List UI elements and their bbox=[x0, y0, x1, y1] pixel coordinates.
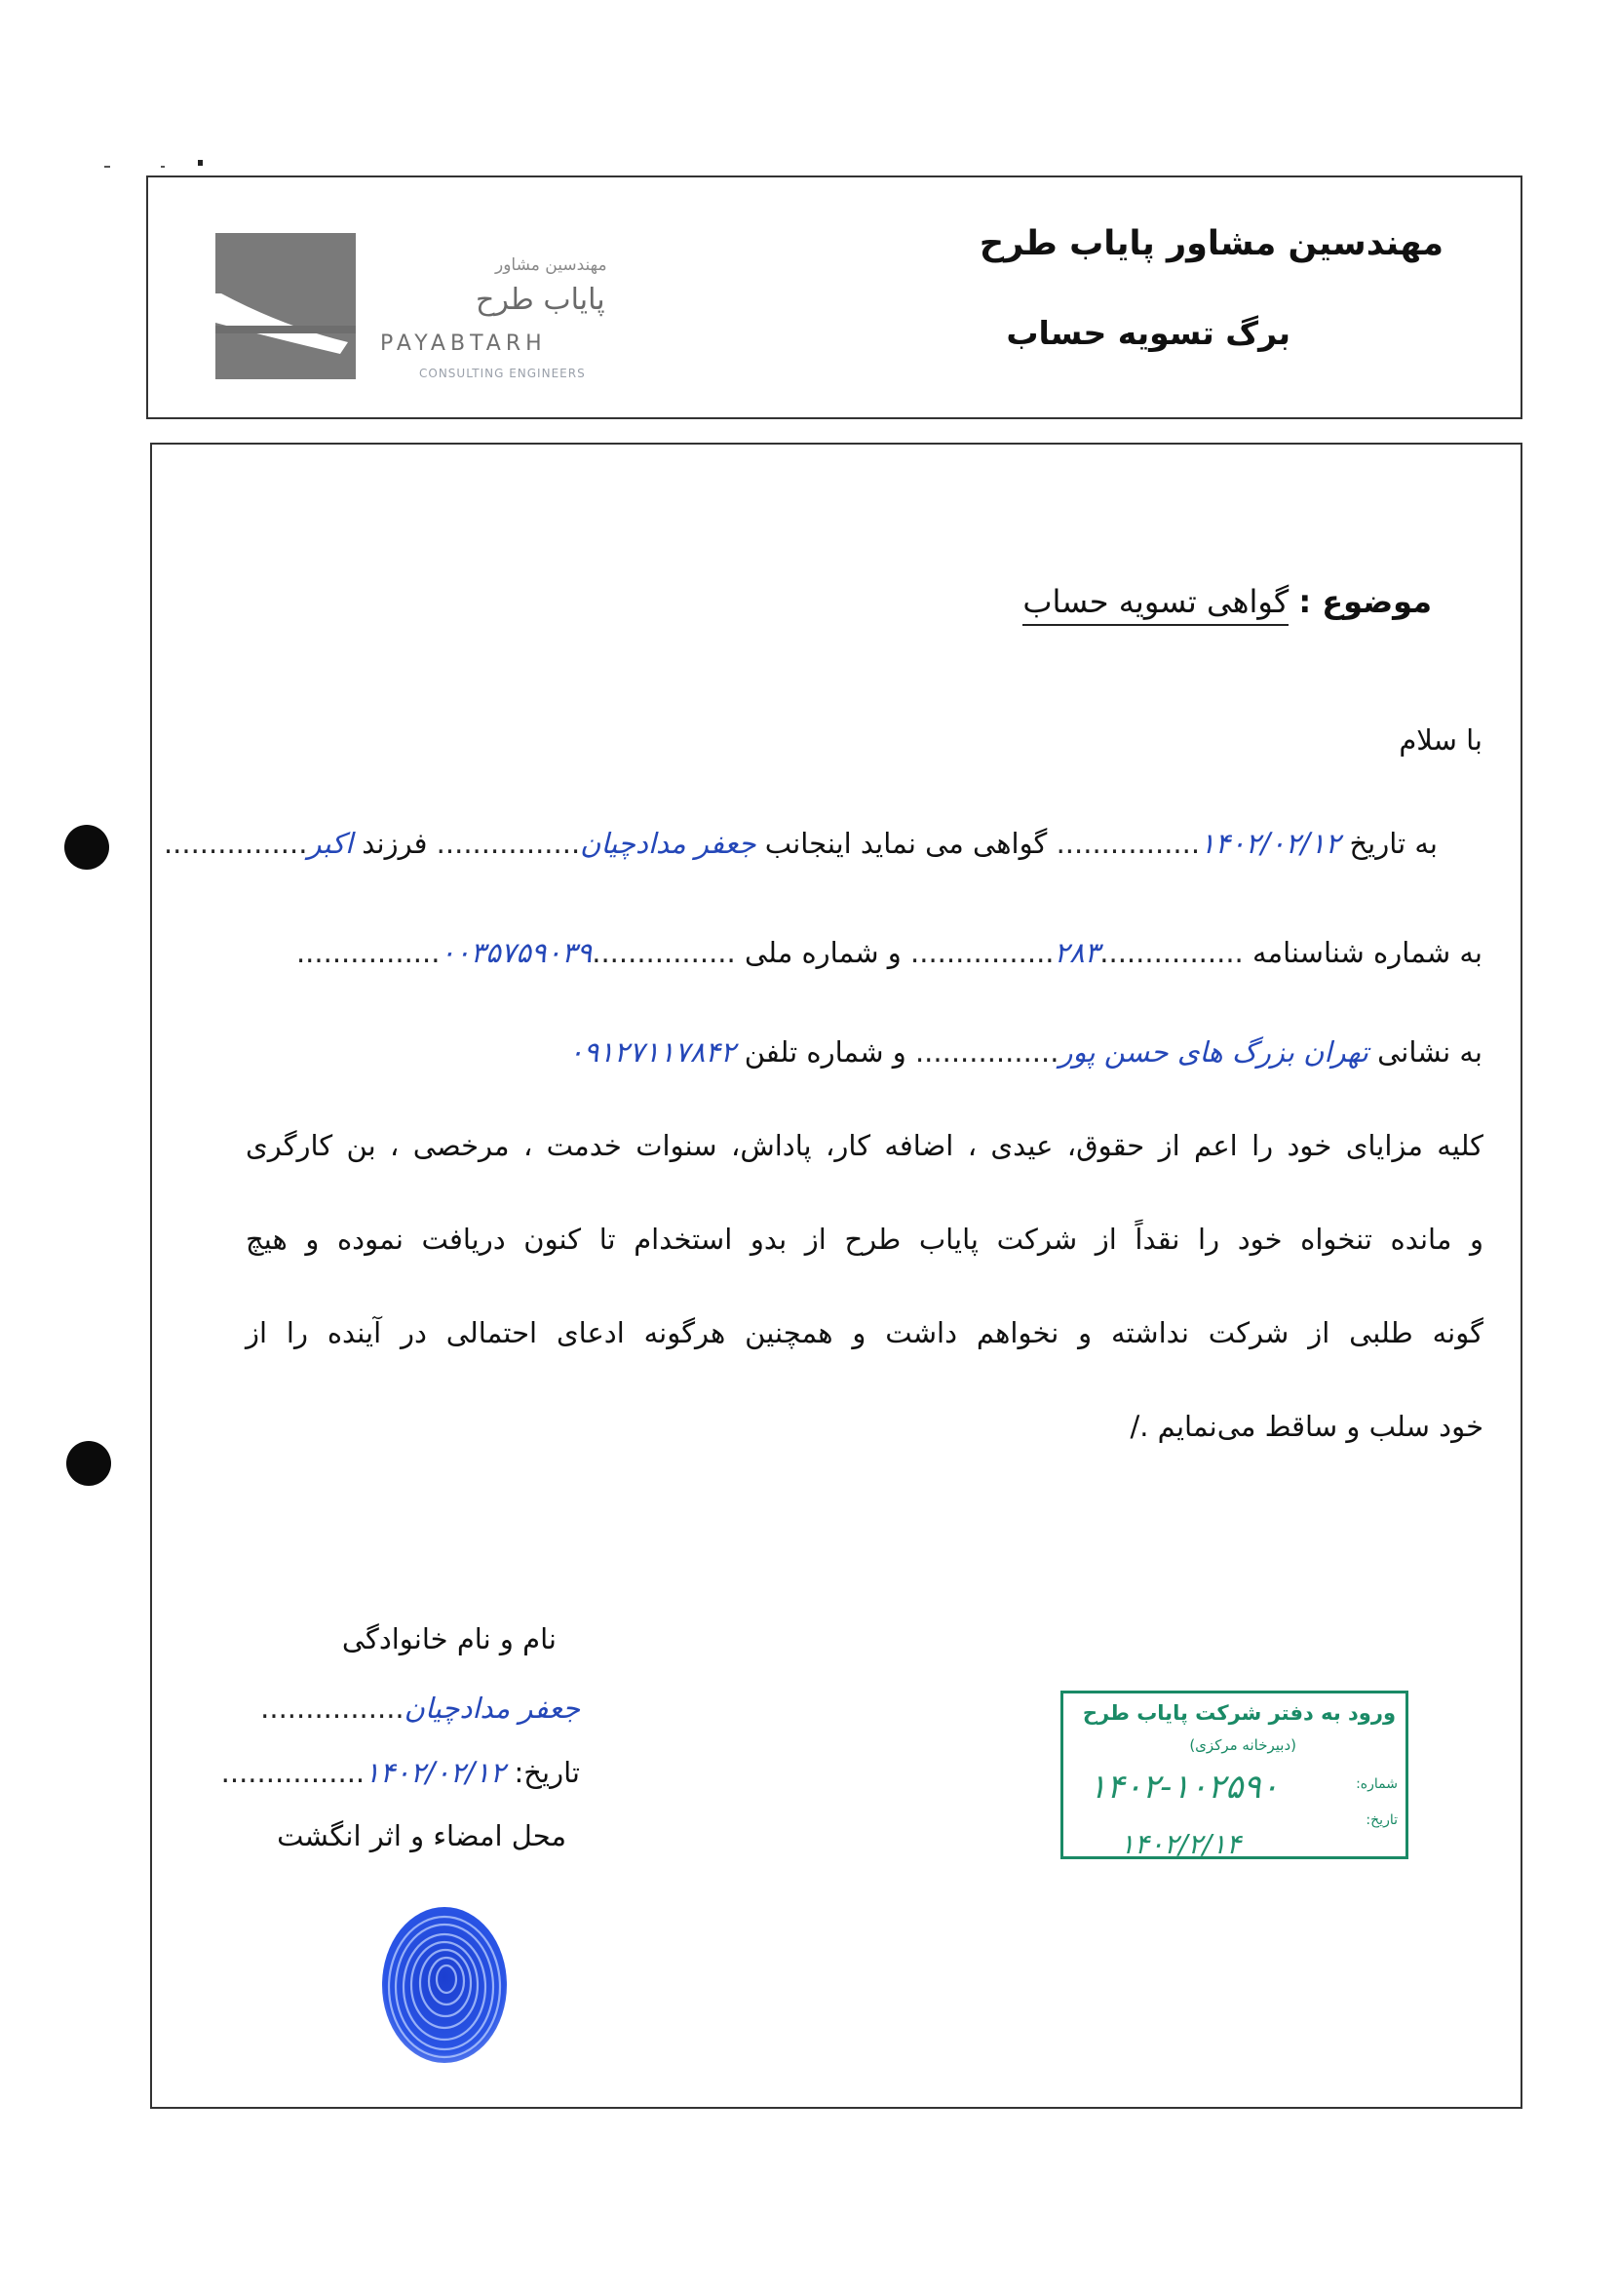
stamp-date-handwritten: ۱۴۰۲/۲/۱۴ bbox=[1120, 1828, 1242, 1860]
logo-text-subtitle: CONSULTING ENGINEERS bbox=[419, 367, 586, 380]
line1-text-2: گواهی می نماید اینجانب bbox=[764, 827, 1048, 860]
dots: ................ bbox=[910, 936, 1055, 969]
registration-stamp bbox=[1060, 1691, 1408, 1859]
signature-name-label: نام و نام خانوادگی bbox=[341, 1622, 557, 1655]
stamp-date-label: تاریخ: bbox=[1366, 1812, 1398, 1828]
dots: ................ bbox=[163, 827, 308, 860]
address-handwritten: تهران بزرگ های حسن پور bbox=[1059, 1035, 1368, 1069]
dots: ................ bbox=[1056, 827, 1201, 860]
body-line-1: کلیه مزایای خود را اعم از حقوق، عیدی ، اضافه کار، پاداش، سنوات خدمت ، مرخصی ، بن کارگری bbox=[246, 1129, 1483, 1162]
line2-text-1: به شماره شناسنامه bbox=[1251, 936, 1482, 969]
name-handwritten: جعفر مدادچیان bbox=[580, 827, 756, 860]
fingerprint-image bbox=[378, 1903, 511, 2067]
dots: ................ bbox=[914, 1035, 1059, 1069]
signature-date-line bbox=[221, 1756, 580, 1789]
dots: ................ bbox=[260, 1692, 404, 1725]
letter-line-2 bbox=[296, 936, 1482, 969]
dots: ................ bbox=[220, 1756, 366, 1789]
line3-text-1: به نشانی bbox=[1377, 1035, 1482, 1069]
dots: ................ bbox=[295, 936, 441, 969]
line3-text-2: و شماره تلفن bbox=[744, 1035, 906, 1069]
national-id-handwritten: ۰۰۳۵۷۵۹۰۳۹ bbox=[440, 936, 593, 969]
signature-place-label: محل امضاء و اثر انگشت bbox=[277, 1819, 566, 1852]
line1-text-1: به تاریخ bbox=[1349, 827, 1438, 860]
signature-date-handwritten: ۱۴۰۲/۰۲/۱۲ bbox=[365, 1756, 506, 1789]
punch-hole-bottom bbox=[66, 1441, 111, 1486]
date-handwritten: ۱۴۰۲/۰۲/۱۲ bbox=[1200, 827, 1341, 860]
stamp-subtitle: (دبیرخانه مرکزی) bbox=[1189, 1736, 1296, 1754]
signature-date-label: تاریخ: bbox=[514, 1756, 580, 1789]
logo-text-en: PAYABTARH bbox=[380, 331, 547, 356]
form-title: برگ تسویه حساب bbox=[1006, 314, 1290, 352]
logo-text-fa: پایاب طرح bbox=[476, 283, 605, 317]
body-line-2: و مانده تنخواه خود را نقداً از شرکت پایاب طرح از بدو استخدام تا کنون دریافت نموده و هیچ bbox=[246, 1223, 1483, 1256]
letter-line-3 bbox=[568, 1035, 1482, 1069]
subject-line bbox=[1022, 583, 1432, 620]
dots: ................ bbox=[592, 936, 736, 969]
subject-value: گواهی تسویه حساب bbox=[1022, 583, 1289, 626]
birth-cert-handwritten: ۲۸۳ bbox=[1054, 936, 1100, 969]
dots: ................ bbox=[436, 827, 581, 860]
stamp-number-label: شماره: bbox=[1356, 1776, 1398, 1792]
stamp-title: ورود به دفتر شرکت پایاب طرح bbox=[1082, 1701, 1396, 1725]
body-line-3: گونه طلبی از شرکت نداشته و نخواهم داشت و همچنین هرگونه ادعای احتمالی در آینده را از bbox=[246, 1316, 1483, 1349]
signature-name-line bbox=[260, 1692, 580, 1725]
phone-handwritten: ۰۹۱۲۷۱۱۷۸۴۲ bbox=[568, 1035, 736, 1069]
dots: ................ bbox=[1099, 936, 1244, 969]
line2-text-2: و شماره ملی bbox=[744, 936, 902, 969]
logo-text-fa-small: مهندسین مشاور bbox=[495, 255, 607, 275]
father-name-handwritten: اکبر bbox=[307, 827, 354, 860]
body-line-4: خود سلب و ساقط می‌نمایم ./ bbox=[1130, 1410, 1483, 1443]
stamp-number-handwritten: ۱۴۰۲-۱۰۲۵۹۰ bbox=[1089, 1768, 1279, 1807]
letter-line-1 bbox=[164, 827, 1438, 860]
subject-label: موضوع : bbox=[1298, 583, 1432, 620]
punch-hole-top bbox=[64, 825, 109, 870]
signature-name-handwritten: جعفر مدادچیان bbox=[404, 1692, 580, 1725]
logo-mark bbox=[215, 233, 356, 379]
line1-text-3: فرزند bbox=[362, 827, 428, 860]
scan-specks bbox=[102, 156, 210, 175]
company-name: مهندسین مشاور پایاب طرح bbox=[979, 224, 1444, 263]
greeting: با سلام bbox=[1399, 723, 1482, 757]
